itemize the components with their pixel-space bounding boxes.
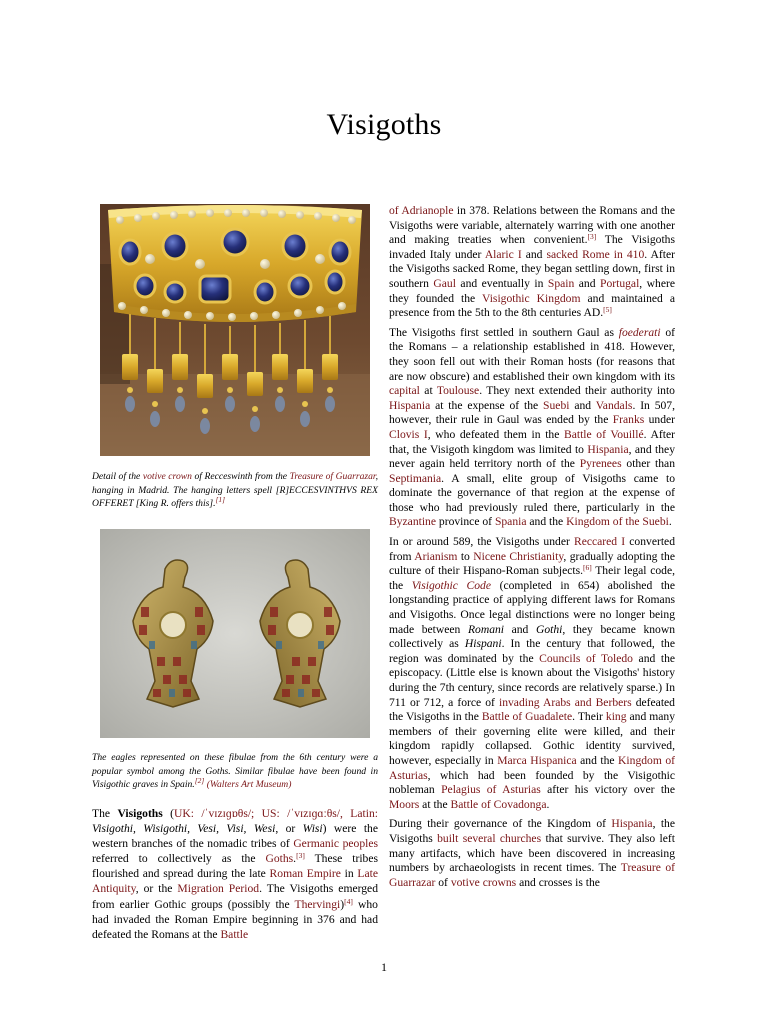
- text-run: other than: [621, 457, 675, 471]
- text-run: to: [457, 549, 474, 563]
- text-run: and the: [526, 515, 567, 529]
- text-run: , where they founded the: [389, 276, 675, 305]
- text-run: , or: [275, 822, 303, 836]
- body-paragraph: [389, 535, 675, 812]
- text-run: and maintained a presence from the 5th to the 8th centuries AD.: [389, 291, 675, 320]
- wiki-link[interactable]: Franks: [612, 413, 645, 427]
- wiki-link[interactable]: Spania: [494, 515, 527, 529]
- text-run: referred to collectively as the: [92, 852, 266, 866]
- text-run: (: [162, 807, 175, 820]
- wiki-link[interactable]: Gaul: [433, 276, 456, 290]
- wiki-link[interactable]: Battle of Vouillé: [563, 427, 644, 441]
- text-run: , hanging in Madrid. The hanging letters spell [R]ECCESVINTHVS REX OFFERET [King R. offers this].: [92, 471, 378, 510]
- text-run: .: [546, 797, 550, 811]
- text-run: ) were the western branches of the nomadic tribes of: [92, 822, 378, 851]
- text-run: defeated the Visigoths in the: [389, 695, 675, 724]
- body-paragraph: [389, 326, 675, 530]
- text-run: , gradually adopting the culture of their Hispano-Roman subjects.: [389, 549, 675, 578]
- wiki-link[interactable]: king: [605, 710, 627, 724]
- wiki-link[interactable]: Kingdom of the Suebi: [566, 515, 669, 529]
- wiki-link[interactable]: Toulouse: [436, 384, 480, 398]
- text-run: and crosses is the: [516, 875, 600, 889]
- text-run: , and they never again held territory north of the: [389, 442, 675, 471]
- wiki-link[interactable]: votive crowns: [450, 875, 517, 889]
- figure-caption-crown: [92, 470, 378, 511]
- text-run: who had invaded the Roman Empire beginning in 376 and had defeated the Romans at the: [92, 897, 378, 941]
- wiki-link[interactable]: Battle of Covadonga: [450, 797, 547, 811]
- citation-ref[interactable]: [5]: [603, 305, 612, 315]
- wiki-link[interactable]: Treasure of Guarrazar: [289, 471, 376, 482]
- text-run: ): [340, 897, 345, 911]
- wiki-link[interactable]: Hispania: [389, 398, 431, 412]
- wiki-link[interactable]: Germanic peoples: [293, 837, 378, 851]
- text-run: . After the Visigoths sacked Rome, they began settling down, first in southern: [389, 247, 676, 290]
- wiki-link[interactable]: Suebi: [543, 398, 570, 412]
- text-run: The eagles represented on these fibulae from the 6th century were a popular symbol among the Goths. Similar fibulae have been found in Visigothic graves in Spain.: [92, 752, 378, 791]
- text-run: in: [340, 867, 358, 881]
- votive-crown-image: [100, 204, 370, 456]
- body-paragraph: [389, 204, 675, 321]
- wiki-link[interactable]: Septimania: [389, 471, 442, 485]
- wiki-link[interactable]: Byzantine: [389, 515, 437, 529]
- text-run: . The Visigoths emerged from earlier Gothic groups (possibly the: [92, 882, 379, 911]
- text-run: and: [504, 622, 536, 636]
- wiki-link[interactable]: Visigothic Kingdom: [482, 291, 581, 305]
- text-run: . In the century that followed, the region was dominated by the: [389, 637, 675, 665]
- wiki-link[interactable]: Goths: [265, 852, 294, 866]
- text-run: . Their: [572, 710, 606, 724]
- wiki-link[interactable]: Pyrenees: [579, 457, 622, 471]
- wiki-link[interactable]: capital: [389, 384, 420, 398]
- text-run: Gothi: [535, 622, 563, 636]
- text-run: The: [92, 807, 118, 820]
- text-run: , or the: [135, 882, 178, 896]
- wiki-link[interactable]: Battle of Guadalete: [481, 710, 573, 724]
- text-run: These tribes flourished and spread during the late: [92, 852, 379, 881]
- wiki-link[interactable]: Nicene Christianity: [473, 549, 564, 563]
- wiki-link[interactable]: Reccared I: [573, 535, 626, 549]
- text-run: and: [574, 276, 600, 290]
- text-run: In or around 589, the Visigoths under: [389, 535, 574, 549]
- wiki-link[interactable]: Clovis I: [389, 427, 428, 441]
- wiki-link[interactable]: Marca Hispanica: [497, 753, 577, 767]
- text-run: of Recceswinth from the: [191, 471, 290, 482]
- intro-paragraph: [92, 806, 378, 942]
- citation-ref[interactable]: [1]: [215, 495, 226, 505]
- text-run: Visigothi, Wisigothi, Vesi, Visi, Wesi: [92, 822, 276, 836]
- figure-caption-fibulae: [92, 751, 378, 792]
- text-run: Romani: [467, 622, 505, 636]
- wiki-link[interactable]: (Walters Art Museum): [206, 779, 292, 791]
- text-run: , which had been founded by the Visigothic nobleman: [389, 768, 675, 797]
- wiki-link[interactable]: Hispania: [611, 817, 653, 831]
- wiki-link[interactable]: Vandals: [595, 398, 633, 412]
- text-run: and many members of their governing elite were killed, and their kingdom rapidly collapsed. Gothic identity survived, however, especially in: [389, 710, 675, 767]
- wiki-link[interactable]: Councils of Toledo: [539, 651, 633, 665]
- text-run: of: [435, 875, 451, 889]
- citation-ref[interactable]: [3]: [296, 851, 305, 861]
- page-title: Visigoths: [326, 108, 442, 141]
- wiki-link[interactable]: Moors: [389, 797, 420, 811]
- citation-ref[interactable]: [6]: [583, 563, 592, 573]
- text-run: and: [569, 398, 596, 412]
- bold-term: Visigoths: [117, 807, 163, 820]
- text-run: and the episcopacy. (Little else is known about the Visigoths' history during the 7th century, since records are relatively sparse.) In 711 or 712, a force of: [389, 651, 676, 709]
- text-run: . In 507, however, their rule in Gaul was ended by the: [389, 398, 675, 427]
- text-run: at the: [419, 797, 451, 811]
- wiki-link[interactable]: built several churches: [437, 831, 542, 845]
- text-run: . After that, the Visigoth kingdom was limited to: [389, 427, 675, 456]
- text-run: and: [521, 247, 547, 261]
- text-run: Their legal code, the: [389, 564, 675, 592]
- text-run: and eventually in: [455, 276, 548, 290]
- text-run: converted from: [389, 535, 675, 563]
- wiki-link[interactable]: Portugal: [600, 276, 640, 290]
- wiki-link[interactable]: sacked Rome in 410: [546, 247, 645, 261]
- text-run: of the Romans – a relationship established in 418. However, they soon fell out with their Roman hosts (for reasons that are now obscure) and established their own kingdom with its: [389, 325, 675, 383]
- wiki-link[interactable]: Pelagius of Asturias: [441, 783, 541, 797]
- citation-ref[interactable]: [4]: [344, 896, 353, 906]
- text-run: (completed in 654) abolished the longstanding practice of applying different laws for Romans and Visigoths. Once legal distinctions were no longer being made between: [389, 578, 676, 636]
- wiki-link[interactable]: Spain: [547, 276, 575, 290]
- citation-ref[interactable]: [2]: [194, 776, 205, 786]
- text-run: During their governance of the Kingdom of: [389, 817, 612, 831]
- text-run: after his victory over the: [540, 783, 675, 797]
- eagle-fibulae-image: [100, 529, 370, 738]
- text-run: , the Visigoths: [389, 817, 675, 845]
- text-run: at the expense of the: [430, 398, 544, 412]
- page-number: 1: [381, 960, 387, 974]
- text-run: Wisi: [302, 822, 323, 836]
- wiki-link[interactable]: UK: /ˈvɪzɪɡɒθs/; US: /ˈvɪzɪɡɑːθs/, Latin:: [174, 807, 378, 820]
- wiki-link[interactable]: Roman Empire: [269, 867, 341, 881]
- wiki-link[interactable]: Hispania: [587, 442, 629, 456]
- text-run: Detail of the: [92, 471, 143, 482]
- text-run: The Visigoths invaded Italy under: [389, 233, 675, 261]
- wiki-link[interactable]: foederati: [618, 325, 661, 339]
- text-run: at: [419, 384, 437, 398]
- text-run: in 378. Relations between the Romans and the Visigoths were variable, alternately warring with one another and making treaties when convenient.: [389, 204, 675, 247]
- text-run: under: [644, 413, 676, 427]
- wiki-link[interactable]: of Adrianople: [389, 204, 454, 217]
- text-run: The Visigoths first settled in southern Gaul as: [389, 325, 619, 339]
- text-run: province of: [436, 515, 495, 529]
- wiki-link[interactable]: Battle: [220, 927, 249, 941]
- body-paragraph: [389, 817, 675, 890]
- wiki-link[interactable]: Thervingi: [294, 897, 341, 911]
- wiki-link[interactable]: Late Antiquity: [92, 867, 378, 896]
- text-run: , who defeated them in the: [427, 427, 564, 441]
- wiki-link[interactable]: invading Arabs and Berbers: [498, 695, 632, 709]
- wiki-link[interactable]: Treasure of Guarrazar: [389, 861, 675, 889]
- text-run: .: [293, 852, 297, 866]
- text-run: , they became known collectively as: [389, 622, 676, 651]
- text-run: Hispani: [464, 637, 502, 651]
- text-run: .: [668, 515, 672, 529]
- wiki-link[interactable]: Kingdom of Asturias: [389, 753, 675, 782]
- wiki-link[interactable]: Visigothic Code: [411, 578, 491, 592]
- citation-ref[interactable]: [3]: [587, 232, 597, 242]
- wiki-link[interactable]: votive crown: [142, 471, 192, 482]
- text-run: . A small, elite group of Visigoths came to dominate the governance of that region at the expense of those who had previously ruled there, particularly in the: [389, 471, 675, 514]
- wiki-link[interactable]: Alaric I: [484, 247, 522, 261]
- wiki-link[interactable]: Arianism: [414, 549, 458, 563]
- text-run: and the: [576, 753, 619, 767]
- text-run: that survive. They also left many artifacts, which have been discovered in increasing numbers by archaeologists in recent times. The: [389, 831, 675, 875]
- right-column: [389, 204, 675, 895]
- wiki-link[interactable]: Migration Period: [177, 882, 260, 896]
- text-run: . They next extended their authority into: [479, 384, 675, 398]
